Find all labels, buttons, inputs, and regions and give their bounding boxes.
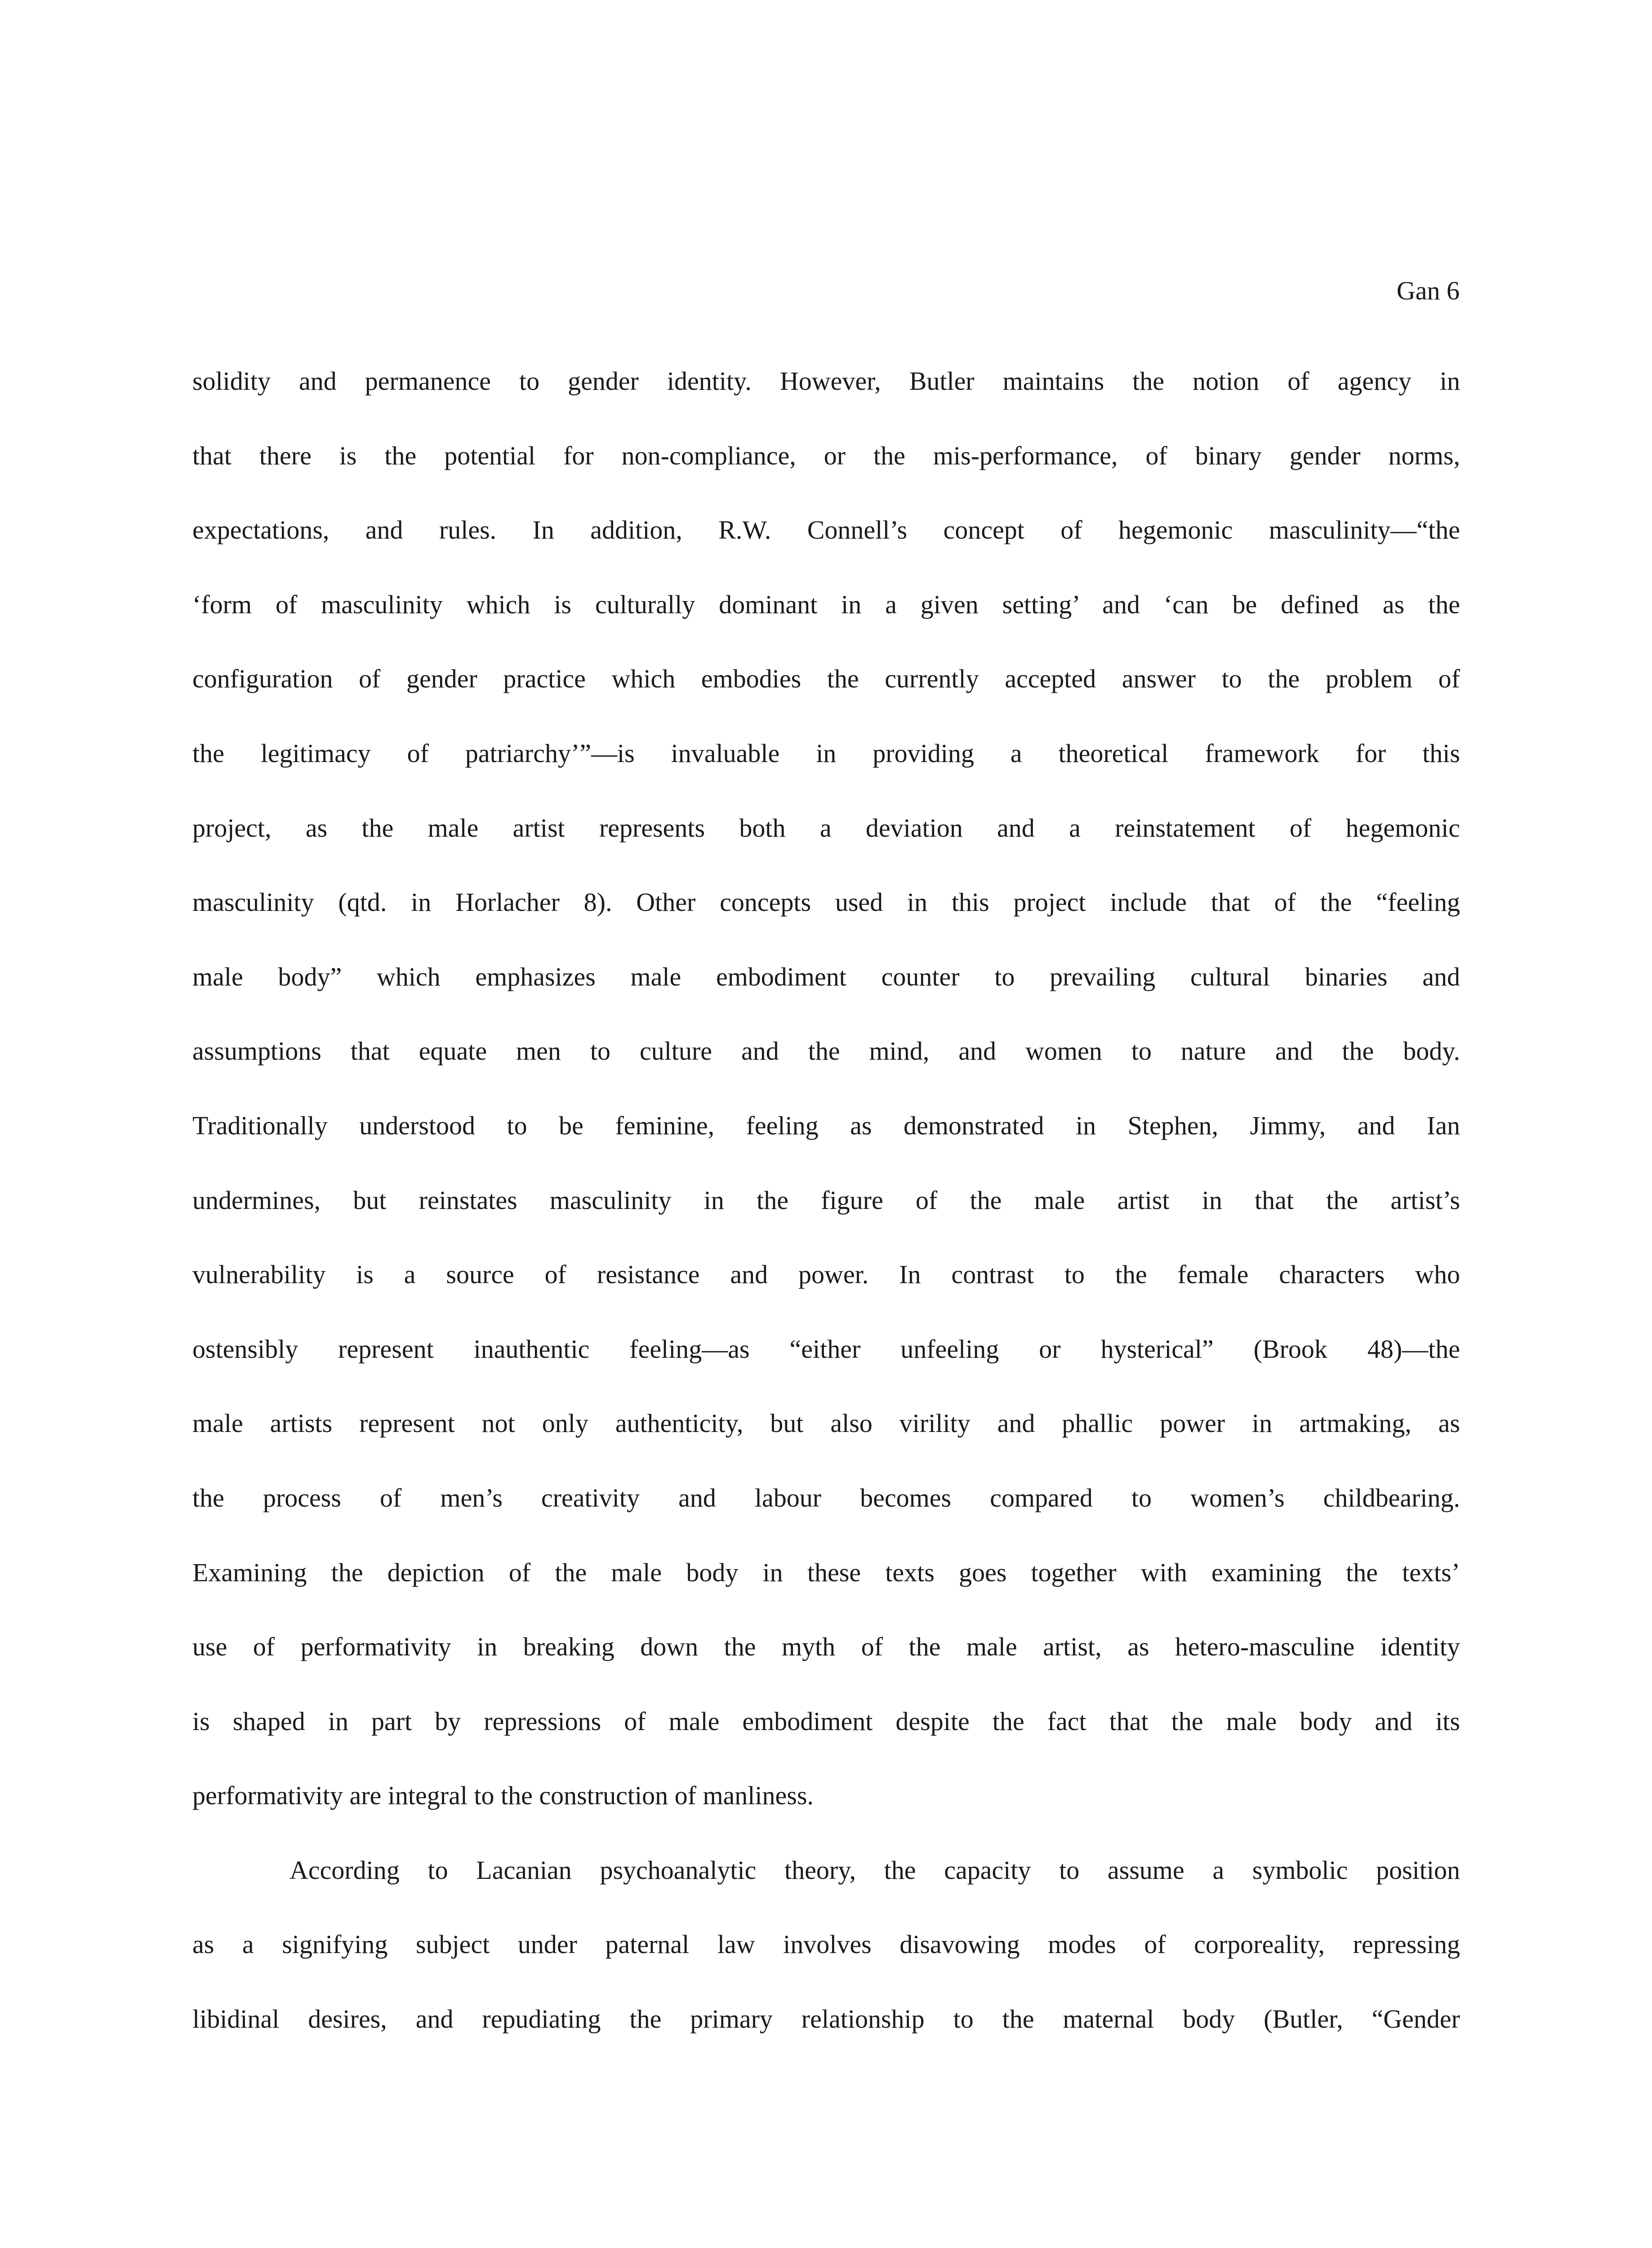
text-line: project, as the male artist represents both a deviation and a reinstatement of hegemonic — [192, 813, 1460, 843]
text-line: male body” which emphasizes male embodiment counter to prevailing cultural binaries and — [192, 962, 1460, 991]
text-line: configuration of gender practice which embodies the currently accepted answer to the problem of — [192, 664, 1460, 694]
text-line: assumptions that equate men to culture and the mind, and women to nature and the body. — [192, 1036, 1460, 1066]
text-line: vulnerability is a source of resistance and power. In contrast to the female characters who — [192, 1260, 1460, 1289]
text-line: that there is the potential for non-compliance, or the mis-performance, of binary gender norms, — [192, 441, 1460, 470]
paragraph-end-line: performativity are integral to the construction of manliness. — [192, 1781, 814, 1811]
text-line: use of performativity in breaking down the myth of the male artist, as hetero-masculine identity — [192, 1632, 1460, 1662]
body-text — [192, 366, 1460, 2078]
text-line: ‘form of masculinity which is culturally dominant in a given setting’ and ‘can be defined as the — [192, 589, 1460, 619]
text-line: Traditionally understood to be feminine, feeling as demonstrated in Stephen, Jimmy, and Ian — [192, 1111, 1460, 1140]
text-line: the legitimacy of patriarchy’”—is invaluable in providing a theoretical framework for this — [192, 738, 1460, 768]
text-line: male artists represent not only authenticity, but also virility and phallic power in artmaking, as — [192, 1409, 1460, 1438]
paragraph-first-line: According to Lacanian psychoanalytic theory, the capacity to assume a symbolic position — [289, 1855, 1460, 1885]
text-line: undermines, but reinstates masculinity in the figure of the male artist in that the artist’s — [192, 1185, 1460, 1215]
text-line: libidinal desires, and repudiating the primary relationship to the maternal body (Butler, “Gender — [192, 2004, 1460, 2034]
text-line: the process of men’s creativity and labour becomes compared to women’s childbearing. — [192, 1483, 1460, 1512]
text-line: ostensibly represent inauthentic feeling—as “either unfeeling or hysterical” (Brook 48)—the — [192, 1334, 1460, 1364]
text-line: masculinity (qtd. in Horlacher 8). Other concepts used in this project include that of the “feeling — [192, 888, 1460, 917]
text-line: is shaped in part by repressions of male embodiment despite the fact that the male body and its — [192, 1706, 1460, 1736]
page-header-running-head: Gan 6 — [1396, 276, 1460, 305]
text-line: expectations, and rules. In addition, R.W. Connell’s concept of hegemonic masculinity—“the — [192, 515, 1460, 545]
text-line: Examining the depiction of the male body in these texts goes together with examining the texts’ — [192, 1557, 1460, 1587]
text-line: as a signifying subject under paternal law involves disavowing modes of corporeality, repressing — [192, 1930, 1460, 1959]
text-line: solidity and permanence to gender identity. However, Butler maintains the notion of agency in — [192, 366, 1460, 396]
